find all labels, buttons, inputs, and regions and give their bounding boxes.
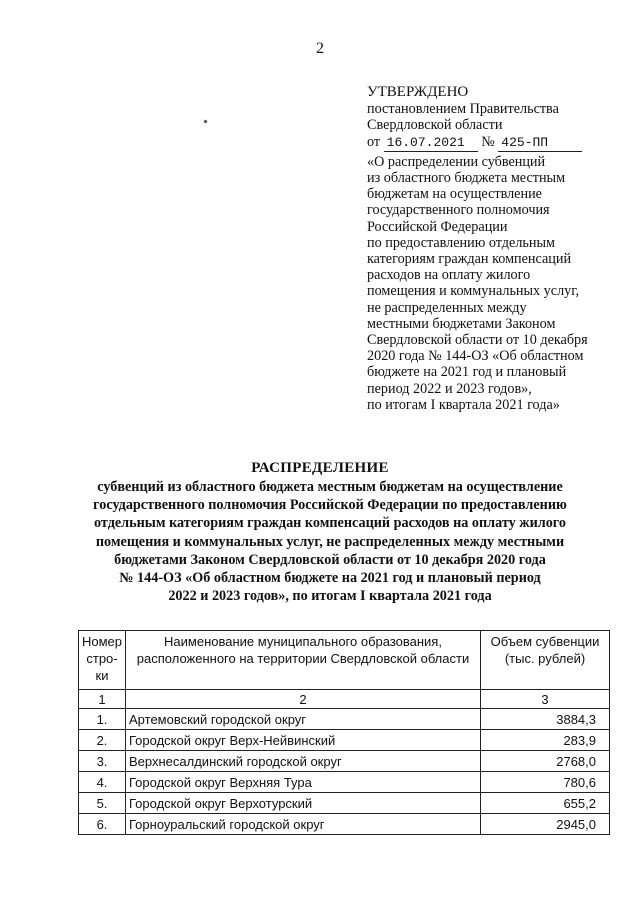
resolution-title-line: местными бюджетами Законом [367,315,556,332]
row-number: 6. [79,814,126,835]
header-line: стро- [86,651,118,666]
table-row [79,793,610,814]
header-subsidy-amount [481,631,610,690]
row-number: 4. [79,772,126,793]
subsidy-value: 2768,0 [481,751,610,772]
municipality-name: Городской округ Верх-Нейвинский [126,730,481,751]
column-number-row [79,690,610,709]
subtitle-line: государственного полномочия Российской Федерации по предоставлению [93,497,567,514]
column-number: 3 [481,690,610,709]
header-municipality-name [126,631,481,690]
subtitle-line: 2022 и 2023 годов», по итогам I квартала 2021 года [168,588,492,605]
row-number: 5. [79,793,126,814]
document-subtitle [80,478,580,605]
resolution-title-line: государственного полномочия [367,202,550,219]
resolution-title-line: по итогам I квартала 2021 года» [367,396,560,413]
subsidy-value: 283,9 [481,730,610,751]
page-number: 2 [316,40,324,57]
approval-resolution-title [367,154,617,413]
subtitle-line: № 144-ОЗ «Об областном бюджете на 2021 год и плановый период [119,570,541,587]
document-title: РАСПРЕДЕЛЕНИЕ [251,460,389,476]
header-line: Наименование муниципального образования, [164,634,442,649]
column-number: 1 [79,690,126,709]
subtitle-line: бюджетами Законом Свердловской области от 10 декабря 2020 года [114,551,546,568]
subsidy-value: 655,2 [481,793,610,814]
resolution-title-line: Свердловской области от 10 декабря [367,332,588,349]
row-number: 3. [79,751,126,772]
resolution-title-line: по предоставлению отдельным [367,234,555,251]
subsidy-distribution-table [78,630,610,835]
table-row [79,730,610,751]
municipality-name: Горноуральский городской округ [126,814,481,835]
subtitle-line: помещения и коммунальных услуг, не распределенных между местными [95,533,565,550]
approval-date: 16.07.2021 [384,135,478,152]
table-header-row [79,631,610,690]
subsidy-value: 3884,3 [481,709,610,730]
header-line: ки [95,668,109,683]
resolution-title-line: бюджетам на осуществление [367,186,542,203]
resolution-title-line: категориям граждан компенсаций [367,251,572,268]
resolution-title-line: помещения и коммунальных услуг, [367,283,580,300]
subsidy-value: 2945,0 [481,814,610,835]
approval-line-2: Свердловской области [367,117,503,134]
resolution-title-line: из областного бюджета местным [367,170,566,187]
resolution-title-line: Российской Федерации [367,218,508,235]
resolution-title-line: период 2022 и 2023 годов», [367,380,532,397]
table-row [79,709,610,730]
scan-speck [203,119,207,123]
resolution-title-line: расходов на оплату жилого [367,267,531,284]
table-row [79,814,610,835]
row-number: 2. [79,730,126,751]
header-line: Объем субвенции [490,634,600,649]
subtitle-line: отдельным категориям граждан компенсаций расходов на оплату жилого [94,515,566,532]
approval-number: 425-ПП [498,135,582,152]
header-line: (тыс. рублей) [504,651,586,666]
municipality-name: Городской округ Верхняя Тура [126,772,481,793]
approval-date-line [367,134,617,152]
table-row [79,751,610,772]
resolution-title-line: «О распределении субвенций [367,153,546,170]
row-number: 1. [79,709,126,730]
approval-block [367,84,617,413]
resolution-title-line: 2020 года № 144-ОЗ «Об областном [367,348,584,365]
approval-line-1: постановлением Правительства [367,101,559,118]
municipality-name: Городской округ Верхотурский [126,793,481,814]
number-prefix: № [481,133,495,150]
municipality-name: Верхнесалдинский городской округ [126,751,481,772]
header-line: расположенного на территории Свердловской области [136,651,470,666]
resolution-title-line: бюджете на 2021 год и плановый [367,364,567,381]
header-row-number [79,631,126,690]
approval-heading: УТВЕРЖДЕНО [367,84,469,100]
subsidy-value: 780,6 [481,772,610,793]
municipality-name: Артемовский городской округ [126,709,481,730]
column-number: 2 [126,690,481,709]
resolution-title-line: не распределенных между [367,299,527,316]
date-prefix: от [367,133,381,150]
subtitle-line: субвенций из областного бюджета местным бюджетам на осуществление [97,479,563,495]
table-row [79,772,610,793]
header-line: Номер [82,634,123,649]
